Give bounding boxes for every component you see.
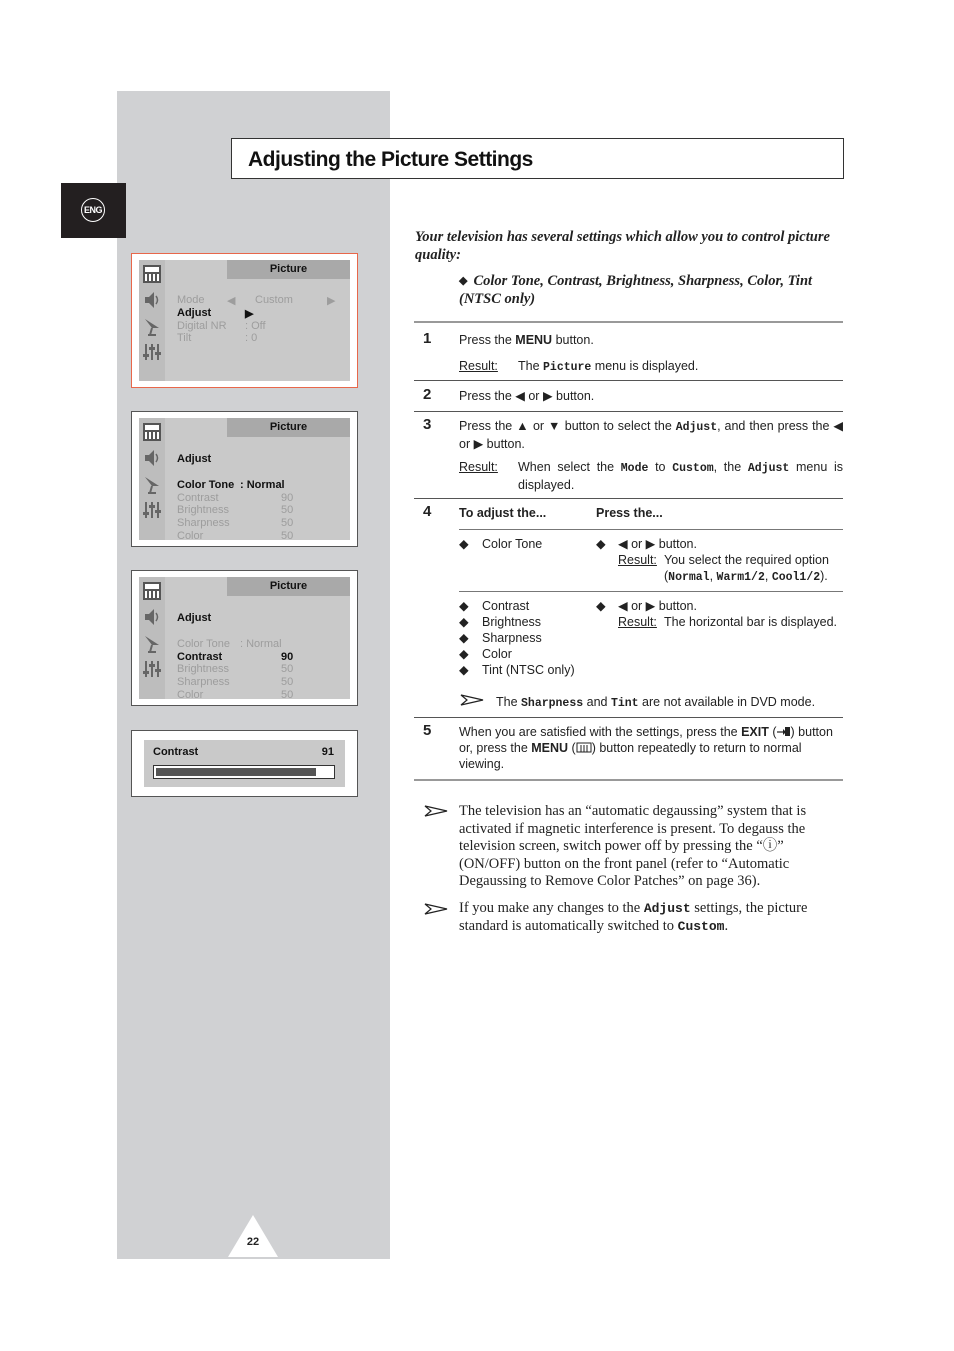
divider: [414, 321, 843, 323]
diamond-icon: ◆: [596, 537, 606, 551]
osd-mode-right-arrow: ▶: [327, 295, 336, 307]
osd-row-value: : Normal: [240, 479, 285, 491]
dvd-note: [496, 694, 815, 712]
menu-key: MENU: [531, 741, 569, 755]
osd-row-label: Sharpness: [177, 517, 230, 529]
step-number: 3: [423, 416, 432, 433]
osd-row-value: 50: [281, 663, 294, 675]
osd-icon-column: [139, 418, 165, 540]
osd-row-value: : Normal: [240, 638, 282, 650]
picture-icon: [142, 422, 162, 442]
text: ) button repeatedly to return to normal: [591, 741, 802, 755]
osd-tilt-value: : 0: [245, 332, 258, 344]
text: menu is displayed.: [518, 460, 844, 492]
bar-fill: [156, 768, 316, 776]
osd-row-label: Contrast: [177, 651, 223, 663]
text: When select the: [518, 460, 621, 474]
step5-line3: viewing.: [459, 757, 505, 771]
text: (: [768, 725, 777, 739]
page-number: 22: [246, 1236, 260, 1248]
divider: [414, 779, 843, 781]
custom-note: [459, 900, 829, 935]
menu-name: Custom: [672, 462, 714, 475]
divider: [459, 591, 843, 592]
adjust-item: Color Tone: [482, 537, 543, 551]
text: (: [664, 569, 669, 583]
page-title: Adjusting the Picture Settings: [248, 148, 533, 171]
picture-icon: [142, 264, 162, 284]
note-arrow-icon: [424, 903, 448, 915]
menu-name: Adjust: [675, 421, 718, 434]
channel-icon: [142, 474, 162, 494]
osd-adjust-label: Adjust: [177, 307, 212, 319]
note-arrow-icon: [424, 805, 448, 817]
osd-row-label: Color Tone: [177, 638, 230, 650]
osd-row-value: 50: [281, 504, 294, 516]
sound-icon: [142, 607, 162, 627]
step-number: 5: [423, 722, 432, 739]
text: or, press the: [459, 741, 532, 755]
osd-row-value: 50: [281, 676, 294, 688]
osd-mode-value: Custom: [255, 294, 293, 306]
menu-name: Sharpness: [521, 697, 584, 710]
menu-name: Adjust: [747, 462, 790, 475]
menu-key: MENU: [515, 333, 553, 347]
note-arrow-icon: [460, 694, 484, 706]
osd-row-value: 50: [281, 530, 294, 542]
step3-text: [459, 418, 843, 452]
osd-row-label: Sharpness: [177, 676, 230, 688]
osd-icon-column: [139, 260, 165, 381]
result-label: Result:: [459, 460, 498, 474]
adjust-item: Color: [482, 647, 512, 661]
option: Warm1/2: [716, 571, 765, 584]
exit-key: EXIT: [741, 725, 769, 739]
adjust-item: Brightness: [482, 615, 542, 629]
bar-value: 91: [321, 746, 334, 758]
diamond-icon: ◆: [459, 631, 469, 645]
text: button.: [552, 333, 594, 347]
result-text: You select the required option: [664, 553, 829, 567]
osd-picture-menu: [131, 253, 358, 388]
text: ).: [820, 569, 828, 583]
result-label: Result:: [459, 359, 498, 373]
step1-text: [459, 332, 594, 348]
text: , the: [713, 460, 748, 474]
text: settings, the picture standard is automatically switched to: [459, 900, 808, 934]
diamond-icon: ◆: [459, 647, 469, 661]
text: ,: [709, 569, 717, 583]
setup-icon: [142, 500, 162, 520]
diamond-icon: ◆: [459, 599, 469, 613]
column-header: To adjust the...: [459, 506, 547, 520]
osd-adjust-arrow: ▶: [245, 308, 254, 320]
setup-icon: [142, 342, 162, 362]
osd-dnr-value: : Off: [245, 320, 266, 332]
text: are not available in DVD mode.: [638, 695, 816, 709]
adjust-item: Tint (NTSC only): [482, 663, 575, 677]
sound-icon: [142, 448, 162, 468]
step3-result: [518, 459, 843, 493]
intro-bullet-text: Color Tone, Contrast, Brightness, Sharpness, Color, Tint (NTSC only): [459, 273, 813, 307]
osd-row-label: Color: [177, 530, 204, 542]
result-text: The horizontal bar is displayed.: [664, 615, 838, 629]
osd-dnr-label: Digital NR: [177, 320, 227, 332]
text: Press the: [459, 333, 516, 347]
adjust-item: Sharpness: [482, 631, 542, 645]
picture-icon: [142, 581, 162, 601]
result-label: Result:: [618, 553, 657, 567]
press-instruction: ◀ or ▶ button.: [618, 537, 697, 551]
diamond-icon: ◆: [459, 275, 468, 287]
diamond-icon: ◆: [459, 663, 469, 677]
result-label: Result:: [618, 615, 657, 629]
press-instruction: ◀ or ▶ button.: [618, 599, 697, 613]
osd-header: Picture: [227, 577, 350, 596]
osd-row-label: Brightness: [177, 504, 229, 516]
column-header: Press the...: [596, 506, 663, 520]
osd-mode-label: Mode: [177, 294, 205, 306]
text: (: [568, 741, 576, 755]
menu-name: Custom: [677, 918, 725, 934]
step5-line1: [459, 724, 843, 740]
step-number: 4: [423, 503, 432, 520]
setup-icon: [142, 659, 162, 679]
intro-bullet: [459, 272, 839, 308]
osd-row-value: 90: [281, 492, 294, 504]
language-badge: ENG: [81, 198, 105, 222]
text: When you are satisfied with the settings, press the: [459, 725, 742, 739]
osd-mode-left-arrow: ◀: [227, 295, 236, 307]
osd-row-label: Color: [177, 689, 204, 701]
osd-row-label: Brightness: [177, 663, 229, 675]
osd-tilt-label: Tilt: [177, 332, 192, 344]
option: Cool1/2: [771, 571, 821, 584]
menu-name: Adjust: [643, 901, 691, 916]
contrast-bar-display: [131, 730, 358, 797]
exit-icon: [777, 726, 791, 737]
text: to: [648, 460, 673, 474]
step5-line2: [459, 740, 843, 756]
osd-adjust-menu-colortone: [131, 411, 358, 547]
option: Normal: [668, 571, 710, 584]
channel-icon: [142, 633, 162, 653]
osd-adjust-menu-contrast: [131, 570, 358, 706]
menu-name: Mode: [620, 462, 649, 475]
step-number: 1: [423, 330, 432, 347]
step1-result: [518, 358, 698, 376]
divider: [414, 380, 843, 381]
menu-name: Tint: [610, 697, 639, 710]
osd-row-label: Color Tone: [177, 479, 235, 491]
text: If you make any changes to the: [459, 900, 644, 916]
osd-header: Picture: [227, 418, 350, 437]
sound-icon: [142, 290, 162, 310]
diamond-icon: ◆: [596, 599, 606, 613]
text: The: [518, 359, 544, 373]
language-tab: [61, 183, 126, 238]
osd-row-label: Contrast: [177, 492, 219, 504]
text: ) button: [790, 725, 833, 739]
step-number: 2: [423, 386, 432, 403]
adjust-item: Contrast: [482, 599, 530, 613]
osd-section-title: Adjust: [177, 453, 212, 465]
title-box: [231, 138, 844, 179]
step2-text: Press the ◀ or ▶ button.: [459, 389, 595, 403]
osd-row-value: 90: [281, 651, 294, 663]
divider: [414, 498, 843, 499]
divider: [459, 529, 843, 530]
text: ,: [764, 569, 772, 583]
osd-row-value: 50: [281, 689, 294, 701]
menu-icon: [576, 742, 592, 753]
divider: [414, 717, 843, 718]
text: menu is displayed.: [591, 359, 699, 373]
diamond-icon: ◆: [459, 615, 469, 629]
diamond-icon: ◆: [459, 537, 469, 551]
channel-icon: [142, 316, 162, 336]
osd-icon-column: [139, 577, 165, 699]
text: and: [583, 695, 611, 709]
osd-row-value: 50: [281, 517, 294, 529]
text: Press the ▲ or ▼ button to select the: [459, 419, 676, 433]
osd-section-title: Adjust: [177, 612, 212, 624]
divider: [414, 411, 843, 412]
text: .: [724, 917, 729, 934]
text: The: [496, 695, 522, 709]
menu-name: Picture: [543, 361, 592, 374]
intro-text: Your television has several settings which allow you to control picture quality:: [415, 229, 830, 263]
degaussing-note: The television has an “automatic degaussing” system that is activated if magnetic interference is present. To degauss the television screen, switch power off by pressing the “ⓘ” (ON/OFF) button on the front panel (refer to “Automatic Degaussing to Remove Color Patches” on page 36).: [459, 803, 807, 889]
bar-track: [153, 765, 335, 779]
result-options: [664, 568, 828, 586]
text: , and then press the ◀ or ▶ button.: [459, 419, 843, 451]
osd-header: Picture: [227, 260, 350, 279]
bar-label: Contrast: [153, 746, 199, 758]
